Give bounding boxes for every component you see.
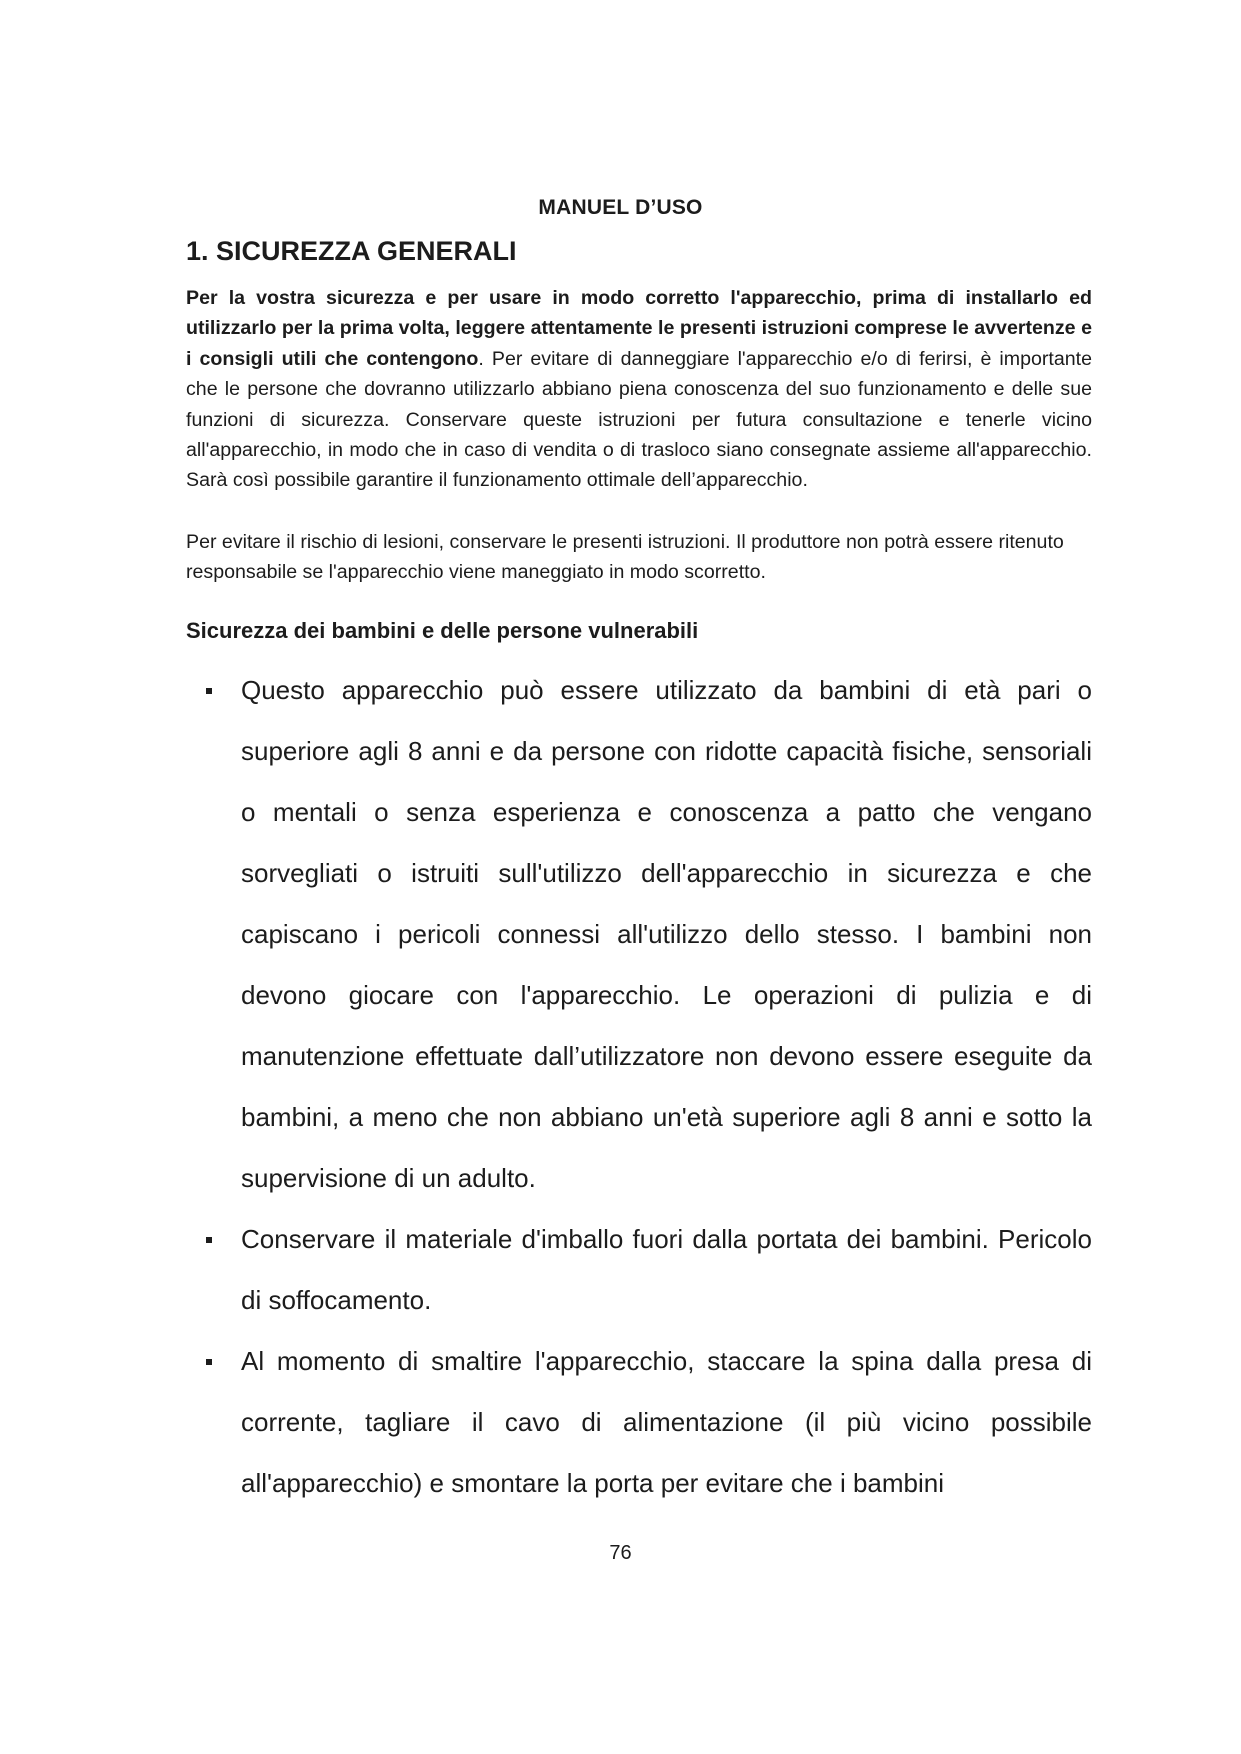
intro-bold-text: Per la vostra sicurezza e per usare in modo corretto l'apparecchio, prima di installarlo ed utilizzarlo per la prima volta, leggere attentamente le presenti istruzioni comprese le avvertenze e i consigli utili che contengono — [186, 287, 1092, 370]
bullet-text: Al momento di smaltire l'apparecchio, staccare la spina dalla presa di corrente, tagliare il cavo di alimentazione (il più vicino possibile all'apparecchio) e smontare la porta per evitare che i bambini — [241, 1346, 1092, 1498]
document-title: MANUEL D’USO — [538, 196, 703, 219]
intro-regular-text: . Per evitare di danneggiare l'apparecchio e/o di ferirsi, è importante che le persone che dovranno utilizzarlo abbiano piena conoscenza del suo funzionamento e delle sue funzioni di sicurezza. Conservare queste istruzioni per futura consultazione e tenerle vicino all'apparecchio, in modo che in caso di vendita o di trasloco siano consegnate assieme all'apparecchio. Sarà così possibile garantire il funzionamento ottimale dell’apparecchio. — [186, 347, 1092, 492]
page-number: 76 — [609, 1542, 632, 1564]
square-bullet-icon — [206, 1359, 212, 1365]
square-bullet-icon — [206, 688, 212, 694]
section-heading: 1. SICUREZZA GENERALI — [186, 236, 517, 266]
subsection-heading: Sicurezza dei bambini e delle persone vulnerabili — [186, 618, 699, 643]
bullet-item — [186, 1209, 1092, 1331]
bullet-text: Conservare il materiale d'imballo fuori dalla portata dei bambini. Pericolo di soffocamento. — [241, 1224, 1092, 1315]
bullet-item — [186, 660, 1092, 1209]
bullet-list — [186, 660, 1092, 1514]
bullet-item — [186, 1331, 1092, 1514]
intro-paragraph — [186, 283, 1092, 496]
bullet-text: Questo apparecchio può essere utilizzato da bambini di età pari o superiore agli 8 anni e da persone con ridotte capacità fisiche, sensoriali o mentali o senza esperienza e conoscenza a patto che vengano sorvegliati o istruiti sull'utilizzo dell'apparecchio in sicurezza e che capiscano i pericoli connessi all'utilizzo dello stesso. I bambini non devono giocare con l'apparecchio. Le operazioni di pulizia e di manutenzione effettuate dall’utilizzatore non devono essere eseguite da bambini, a meno che non abbiano un'età superiore agli 8 anni e sotto la supervisione di un adulto. — [241, 675, 1092, 1193]
square-bullet-icon — [206, 1237, 212, 1243]
intro-paragraph-2: Per evitare il rischio di lesioni, conservare le presenti istruzioni. Il produttore non potrà essere ritenuto responsabile se l'apparecchio viene maneggiato in modo scorretto. — [186, 531, 1064, 584]
